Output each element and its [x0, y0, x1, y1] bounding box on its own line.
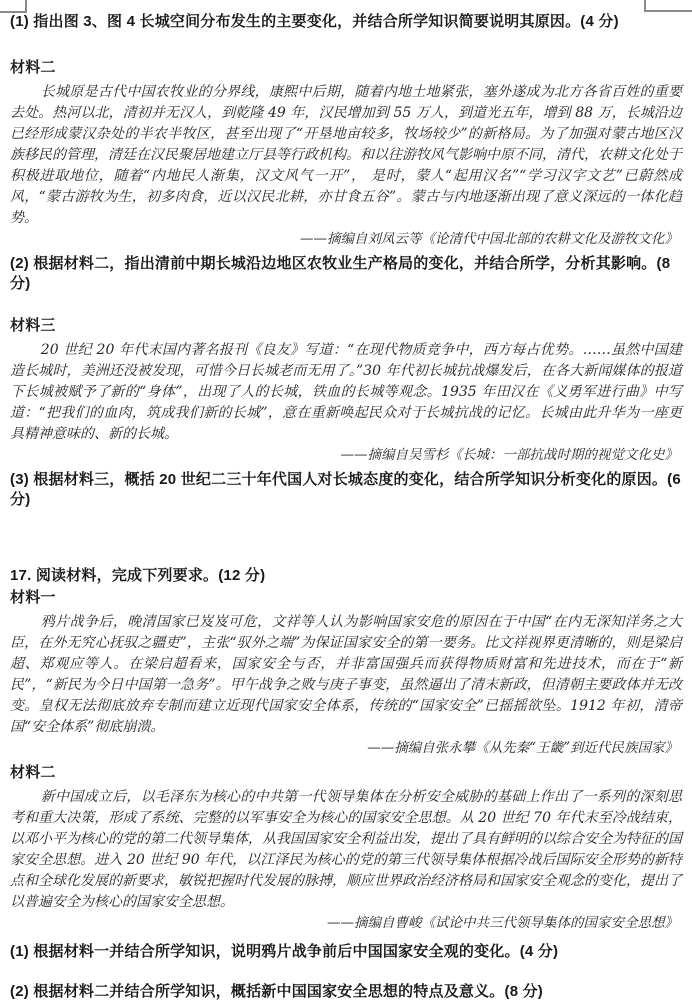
q16-material2-label: 材料二: [10, 59, 56, 76]
q16-material2-source: ——摘编自刘凤云等《论清代中国北部的农耕文化及游牧文化》: [300, 231, 678, 247]
figure-border-remnant-left-icon: [0, 0, 27, 13]
question-17-sub1: (1) 根据材料一并结合所学知识，说明鸦片战争前后中国国家安全观的变化。(4 分): [10, 943, 559, 960]
question-16-sub3: (3) 根据材料三，概括 20 世纪二三十年代国人对长城态度的变化，结合所学知识分析变化的原因。(6 分): [10, 471, 681, 508]
q16-material3-text: 20 世纪 20 年代末国内著名报刊《良友》写道：“在现代物质竞争中，西方每占优势。……虽然中国建造长城时，美洲还没被发现，可惜今日长城老而无用了。”30 年代初长城抗战爆发后，在各大新闻媒体的报道下长城被赋予了新的“身体”，出现了人的长城，铁血的长城等观念。1935 年田汉在《义勇军进行曲》中写道：“把我们的血肉，筑成我们新的长城”，意在重新唤起民众对于长城抗战的记忆。长城由此升华为一座更具精神意味的、新的长城。: [10, 342, 682, 442]
q17-material2-label: 材料二: [10, 764, 56, 781]
q17-material2-text: 新中国成立后，以毛泽东为核心的中共第一代领导集体在分析安全威胁的基础上作出了一系列的深刻思考和重大决策，形成了系统、完整的以军事安全为核心的国家安全思想。从 20 世纪 70 年代末至冷战结束，以邓小平为核心的党的第二代领导集体，从我国国家安全利益出发，提出了具有鲜明的以综合安全为特征的国家安全思想。进入 20 世纪 90 年代，以江泽民为核心的党的第三代领导集体根据冷战后国际安全形势的新特点和全球化发展的新要求，敏锐把握时代发展的脉搏，顺应世界政治经济格局和国家安全观念的变化，提出了以普遍安全为核心的国家安全思想。: [10, 789, 682, 910]
q16-material2-text: 长城原是古代中国农牧业的分界线，康熙中后期，随着内地土地紧张，塞外遂成为北方各省百姓的重要去处。热河以北，清初并无汉人，到乾隆 49 年，汉民增加到 55 万人，到道光五年，增到 88 万，长城沿边已经形成蒙汉杂处的半农半牧区，甚至出现了“开垦地亩较多，牧场较少”的新格局。为了加强对蒙古地区汉族移民的管理，清廷在汉民聚居地建立厅县等行政机构。和以往游牧风气影响中原不同，清代，农耕文化处于积极进取地位，随着“内地民人渐集，汉文风气一开”， 是时，蒙人“起用汉名”“学习汉字文艺”已蔚然成风，“蒙古游牧为生，初多肉食，近以汉民北耕，亦甘食五谷”。蒙古与内地逐渐出现了意义深远的一体化趋势。: [10, 84, 682, 226]
q16-material3-source: ——摘编自吴雪杉《长城：一部抗战时期的视觉文化史》: [340, 447, 678, 463]
q17-material1-text: 鸦片战争后，晚清国家已岌岌可危，文祥等人认为影响国家安危的原因在于中国“在内无深知洋务之大臣，在外无究心抚驭之疆吏”，主张“驭外之端”为保证国家安全的第一要务。比文祥视界更清晰的，则是梁启超、郑观应等人。在梁启超看来，国家安全与否，并非富国强兵而获得物质财富和先进技术，而在于“新民”，“新民为今日中国第一急务”。甲午战争之败与庚子事变，虽然逼出了清末新政，但清朝主要政体并无改变。皇权无法彻底放弃专制而建立近现代国家安全体系，传统的“国家安全”已摇摇欲坠。1912 年初，清帝国“安全体系”彻底崩溃。: [10, 614, 682, 735]
q16-material3-label: 材料三: [10, 317, 56, 334]
question-17-sub2: (2) 根据材料二并结合所学知识，概括新中国国家安全思想的特点及意义。(8 分): [10, 983, 544, 1000]
figure-border-remnant-right-icon: [644, 0, 692, 12]
question-16-sub2: (2) 根据材料二，指出清前中期长城沿边地区农牧业生产格局的变化，并结合所学，分析其影响。(8 分): [10, 255, 671, 292]
q17-material1-label: 材料一: [10, 589, 56, 606]
q17-material1-source: ——摘编自张永攀《从先秦“王畿”到近代民族国家》: [367, 740, 678, 756]
question-17-title: 17. 阅读材料，完成下列要求。(12 分): [10, 567, 266, 584]
question-16-sub1: (1) 指出图 3、图 4 长城空间分布发生的主要变化，并结合所学知识简要说明其原因。(4 分): [10, 13, 619, 30]
q17-material2-source: ——摘编自曹峻《试论中共三代领导集体的国家安全思想》: [327, 915, 678, 931]
